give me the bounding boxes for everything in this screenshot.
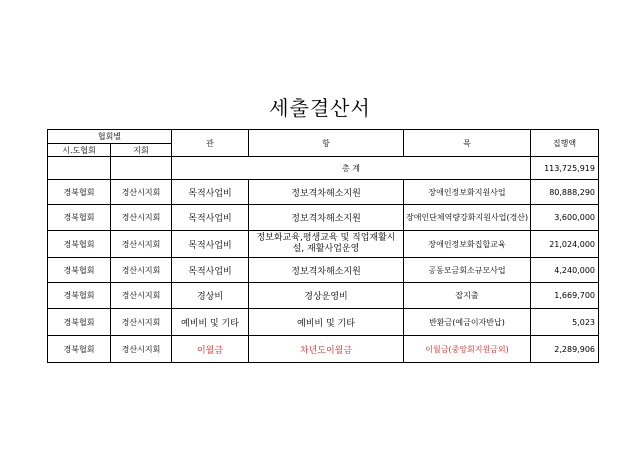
row-amount: 21,024,000: [531, 231, 599, 258]
row-mok: 장애인단체역량강화지원사업(경산): [404, 205, 531, 231]
row-association: 경북협회: [48, 336, 111, 363]
expenditure-table: [47, 129, 599, 363]
row-amount: 5,023: [531, 309, 599, 336]
table-row: [48, 205, 599, 231]
row-branch: 경산시지회: [111, 309, 172, 336]
header-row: [48, 130, 599, 144]
row-branch: 경산시지회: [111, 180, 172, 205]
header-hang: 항: [249, 130, 404, 157]
header-association: 시.도협회: [48, 144, 111, 157]
row-mok: 이월금(중앙회지원금외): [404, 336, 531, 363]
row-branch: 경산시지회: [111, 258, 172, 283]
table-row: [48, 336, 599, 363]
total-amount: 113,725,919: [531, 157, 599, 180]
row-branch: 경산시지회: [111, 283, 172, 309]
row-gwan: 목적사업비: [172, 205, 249, 231]
total-empty-2: [111, 157, 172, 180]
row-amount: 3,600,000: [531, 205, 599, 231]
row-hang: 정보격차해소지원: [249, 180, 404, 205]
total-empty-1: [48, 157, 111, 180]
row-gwan: 목적사업비: [172, 231, 249, 258]
header-group: 협회별: [48, 130, 172, 144]
header-amount: 집행액: [531, 130, 599, 157]
row-hang: 정보격차해소지원: [249, 258, 404, 283]
row-association: 경북협회: [48, 283, 111, 309]
row-hang: 차년도이월금: [249, 336, 404, 363]
table-row: [48, 309, 599, 336]
row-gwan: 목적사업비: [172, 258, 249, 283]
row-gwan: 경상비: [172, 283, 249, 309]
row-hang: 정보격차해소지원: [249, 205, 404, 231]
row-amount: 4,240,000: [531, 258, 599, 283]
row-association: 경북협회: [48, 231, 111, 258]
header-mok: 목: [404, 130, 531, 157]
row-mok: 잡지출: [404, 283, 531, 309]
total-row: [48, 157, 599, 180]
row-branch: 경산시지회: [111, 336, 172, 363]
row-association: 경북협회: [48, 258, 111, 283]
row-hang: 예비비 및 기타: [249, 309, 404, 336]
table-row: [48, 258, 599, 283]
row-branch: 경산시지회: [111, 231, 172, 258]
row-mok: 장애인정보화집합교육: [404, 231, 531, 258]
row-association: 경북협회: [48, 180, 111, 205]
row-hang: 정보화교육,평생교육 및 직업재활시설, 재활사업운영: [249, 231, 404, 258]
table-row: [48, 180, 599, 205]
row-association: 경북협회: [48, 205, 111, 231]
header-gwan: 관: [172, 130, 249, 157]
row-amount: 2,289,906: [531, 336, 599, 363]
total-label: 총 계: [172, 157, 531, 180]
row-association: 경북협회: [48, 309, 111, 336]
table-row: [48, 231, 599, 258]
row-amount: 1,669,700: [531, 283, 599, 309]
row-hang: 경상운영비: [249, 283, 404, 309]
row-mok: 장애인정보화지원사업: [404, 180, 531, 205]
row-amount: 80,888,290: [531, 180, 599, 205]
row-mok: 공동모금회소규모사업: [404, 258, 531, 283]
row-branch: 경산시지회: [111, 205, 172, 231]
table-row: [48, 283, 599, 309]
page-title: 세출결산서: [269, 96, 371, 120]
row-gwan: 예비비 및 기타: [172, 309, 249, 336]
row-gwan: 목적사업비: [172, 180, 249, 205]
header-branch: 지회: [111, 144, 172, 157]
row-mok: 반환금(예금이자반납): [404, 309, 531, 336]
row-gwan: 이월금: [172, 336, 249, 363]
